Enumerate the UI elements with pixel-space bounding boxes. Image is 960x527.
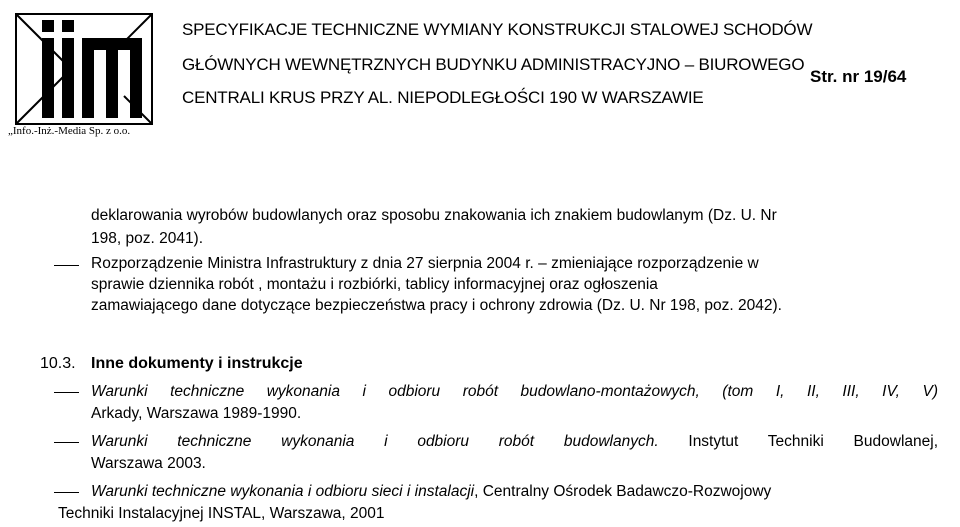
list-item-line bbox=[91, 433, 938, 451]
list-item-line: Techniki Instalacyjnej INSTAL, Warszawa, 2001 bbox=[58, 505, 385, 522]
header-title-line-2: GŁÓWNYCH WEWNĘTRZNYCH BUDYNKU ADMINISTRACYJNO – BIUROWEGO bbox=[182, 55, 805, 74]
company-logo bbox=[14, 12, 154, 126]
list-item-line: Arkady, Warszawa 1989-1990. bbox=[91, 405, 302, 422]
paragraph-line: sprawie dziennika robót , montażu i rozbiórki, tablicy informacyjnej oraz ogłoszenia bbox=[91, 276, 658, 293]
header-title-line-1: SPECYFIKACJE TECHNICZNE WYMIANY KONSTRUKCJI STALOWEJ SCHODÓW bbox=[182, 20, 813, 39]
paragraph-line: deklarowania wyrobów budowlanych oraz sposobu znakowania ich znakiem budowlanym (Dz. U. Nr bbox=[91, 207, 777, 224]
section-title: Inne dokumenty i instrukcje bbox=[91, 355, 303, 372]
list-item-publisher: , Centralny Ośrodek Badawczo-Rozwojowy bbox=[474, 483, 772, 500]
paragraph-line: zamawiającego dane dotyczące bezpieczeństwa pracy i ochrony zdrowia (Dz. U. Nr 198, poz. 2042). bbox=[91, 297, 782, 314]
list-item-title: Warunki techniczne wykonania i odbioru robót budowlanych. bbox=[91, 433, 659, 450]
list-item-line: Warunki techniczne wykonania i odbioru robót budowlano-montażowych, (tom I, II, III, IV, V) bbox=[91, 383, 938, 400]
paragraph-line: Rozporządzenie Ministra Infrastruktury z dnia 27 sierpnia 2004 r. – zmieniające rozporządzenie w bbox=[91, 255, 759, 272]
page-number: Str. nr 19/64 bbox=[810, 67, 907, 86]
header-title-line-3: CENTRALI KRUS PRZY AL. NIEPODLEGŁOŚCI 190 W WARSZAWIE bbox=[182, 88, 704, 107]
list-item-publisher: Instytut Techniki Budowlanej, bbox=[658, 433, 938, 450]
section-number: 10.3. bbox=[40, 355, 76, 372]
list-item-line: Warszawa 2003. bbox=[91, 455, 206, 472]
list-dash bbox=[54, 265, 79, 266]
paragraph-line: 198, poz. 2041). bbox=[91, 230, 204, 247]
list-item-title: Warunki techniczne wykonania i odbioru sieci i instalacji bbox=[91, 483, 475, 500]
list-dash bbox=[54, 492, 79, 493]
list-item-line bbox=[91, 483, 771, 501]
list-dash bbox=[54, 442, 79, 443]
page-header bbox=[0, 0, 960, 150]
company-name: „Info.-Inż.-Media Sp. z o.o. bbox=[8, 125, 131, 137]
list-dash bbox=[54, 392, 79, 393]
